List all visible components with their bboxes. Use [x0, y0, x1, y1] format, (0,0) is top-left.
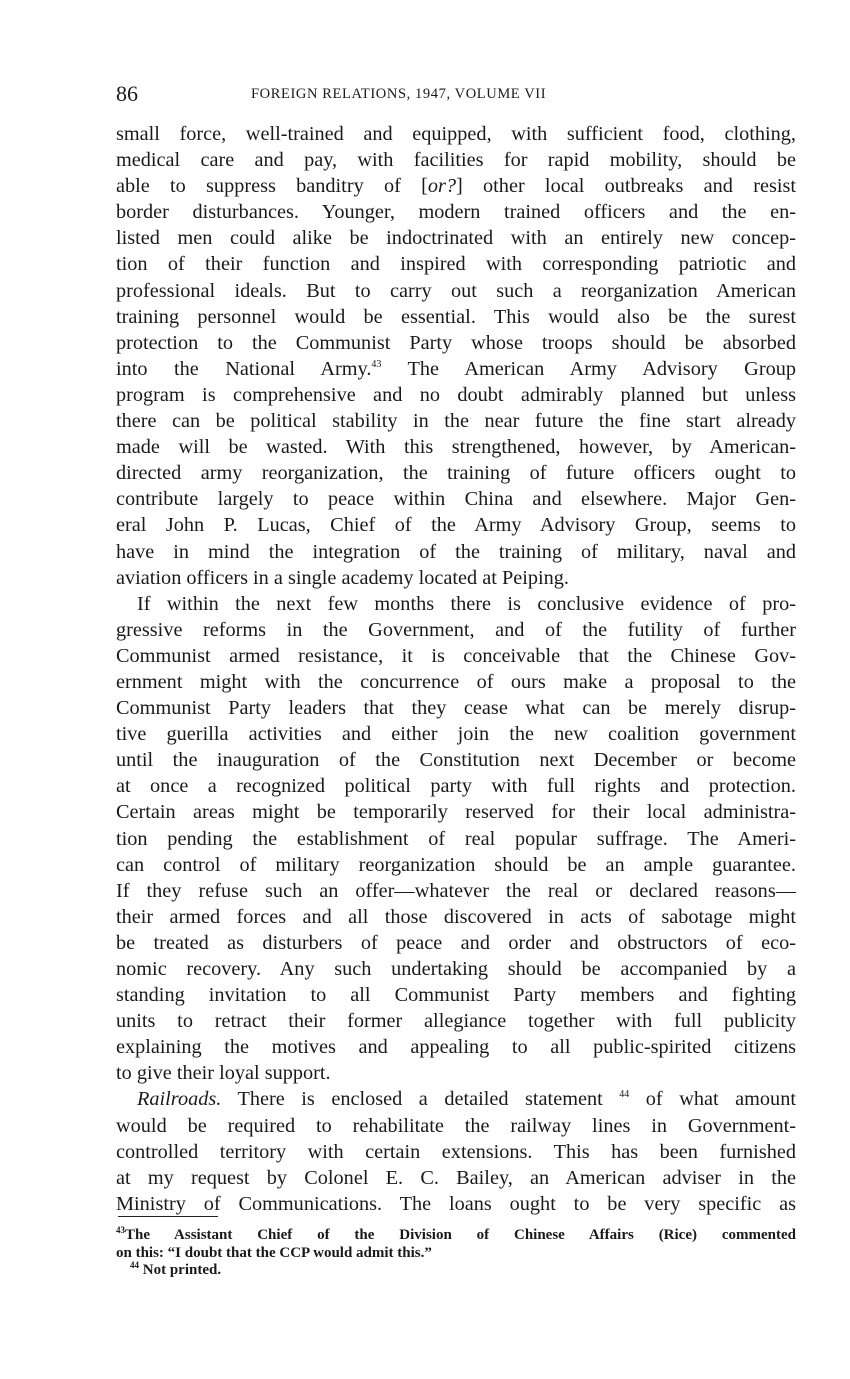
text-line: program is comprehensive and no doubt admirably planned but unless [116, 383, 796, 406]
footnotes [116, 1227, 796, 1280]
text-line: tion of their function and inspired with corresponding patriotic and [116, 253, 796, 276]
text-line: controlled territory with certain extensions. This has been furnished [116, 1140, 796, 1163]
text-line: Communist armed resistance, it is conceivable that the Chinese Gov- [116, 644, 796, 667]
text-line: nomic recovery. Any such undertaking should be accompanied by a [116, 958, 796, 980]
text-line: tive guerilla activities and either join the new coalition government [116, 723, 796, 746]
text-line: can control of military reorganization should be an ample guarantee. [116, 853, 796, 876]
footnote-ref-44[interactable]: 44 [619, 1089, 630, 1101]
text-line: to give their loyal support. [116, 1062, 331, 1085]
text-line: ernment might with the concurrence of ours make a proposal to the [116, 670, 796, 693]
text-line: border disturbances. Younger, modern trained officers and the en- [116, 201, 796, 224]
text-line: If within the next few months there is conclusive evidence of pro- [137, 592, 796, 615]
text-line: until the inauguration of the Constitution next December or become [116, 749, 796, 772]
page-header [116, 80, 796, 108]
text-line: tion pending the establishment of real popular suffrage. The Ameri- [116, 827, 796, 850]
text-line: listed men could alike be indoctrinated with an entirely new concep- [116, 227, 796, 250]
text-line: small force, well-trained and equipped, with sufficient food, clothing, [116, 123, 796, 145]
text-line: contribute largely to peace within China and elsewhere. Major Gen- [116, 488, 796, 511]
text-segment: The American Army Advisory Group [407, 357, 796, 380]
text-line: Certain areas might be temporarily reserved for their local administra- [116, 801, 796, 824]
text-line [116, 1086, 796, 1112]
text-line: medical care and pay, with facilities for rapid mobility, should be [116, 149, 796, 172]
text-line: Ministry of Communications. The loans ought to be very specific as [116, 1192, 796, 1215]
footnote-ref-43[interactable]: 43 [371, 358, 382, 370]
text-line: aviation officers in a single academy located at Peiping. [116, 566, 569, 589]
text-line: at once a recognized political party with full rights and protection. [116, 775, 796, 798]
text-segment: of what amount [645, 1088, 796, 1111]
body-text [116, 121, 796, 1217]
text-line: directed army reorganization, the training of future officers ought to [116, 462, 796, 485]
text-line: be treated as disturbers of peace and order and obstructors of eco- [116, 931, 796, 954]
text-line: there can be political stability in the near future the fine start already [116, 410, 796, 433]
footnote-text: Not printed. [142, 1262, 222, 1278]
text-line: Communist Party leaders that they cease what can be merely disrup- [116, 697, 796, 720]
text-segment: There is enclosed a detailed statement [237, 1088, 603, 1111]
text-line: units to retract their former allegiance together with full publicity [116, 1010, 796, 1033]
text-line: able to suppress banditry of [or?] other local outbreaks and resist [116, 175, 796, 198]
text-line: standing invitation to all Communist Party members and fighting [116, 984, 796, 1007]
footnote-rule [118, 1216, 218, 1217]
text-line: have in mind the integration of the training of military, naval and [116, 540, 796, 563]
footnote-text: The Assistant Chief of the Division of Chinese Affairs (Rice) commented [125, 1227, 796, 1243]
text-segment: into the National Army. [116, 357, 372, 380]
text-line: made will be wasted. With this strengthened, however, by American- [116, 436, 796, 459]
footnote-44 [116, 1262, 796, 1280]
text-line [116, 356, 796, 382]
footnote-mark: 43 [116, 1225, 125, 1235]
section-run-in-head: Railroads. [137, 1088, 222, 1111]
text-line: would be required to rehabilitate the railway lines in Government- [116, 1114, 796, 1137]
text-line: training personnel would be essential. This would also be the surest [116, 305, 796, 328]
text-line: eral John P. Lucas, Chief of the Army Advisory Group, seems to [116, 514, 796, 537]
text-line: If they refuse such an offer—whatever the real or declared reasons— [116, 879, 796, 902]
page-number: 86 [116, 81, 138, 106]
text-line: at my request by Colonel E. C. Bailey, an American adviser in the [116, 1166, 796, 1189]
text-line: gressive reforms in the Government, and of the futility of further [116, 618, 796, 641]
footnote-mark: 44 [130, 1260, 139, 1270]
text-line: explaining the motives and appealing to all public-spirited citizens [116, 1036, 796, 1059]
text-line: professional ideals. But to carry out such a reorganization American [116, 279, 796, 302]
text-line: protection to the Communist Party whose troops should be absorbed [116, 331, 796, 354]
footnote-43 [116, 1227, 796, 1245]
running-head: FOREIGN RELATIONS, 1947, VOLUME VII [251, 86, 547, 102]
italic-editorial-note: or? [427, 175, 457, 198]
text-line: their armed forces and all those discovered in acts of sabotage might [116, 905, 796, 928]
footnote-43-cont: on this: “I doubt that the CCP would admit this.” [116, 1244, 432, 1261]
